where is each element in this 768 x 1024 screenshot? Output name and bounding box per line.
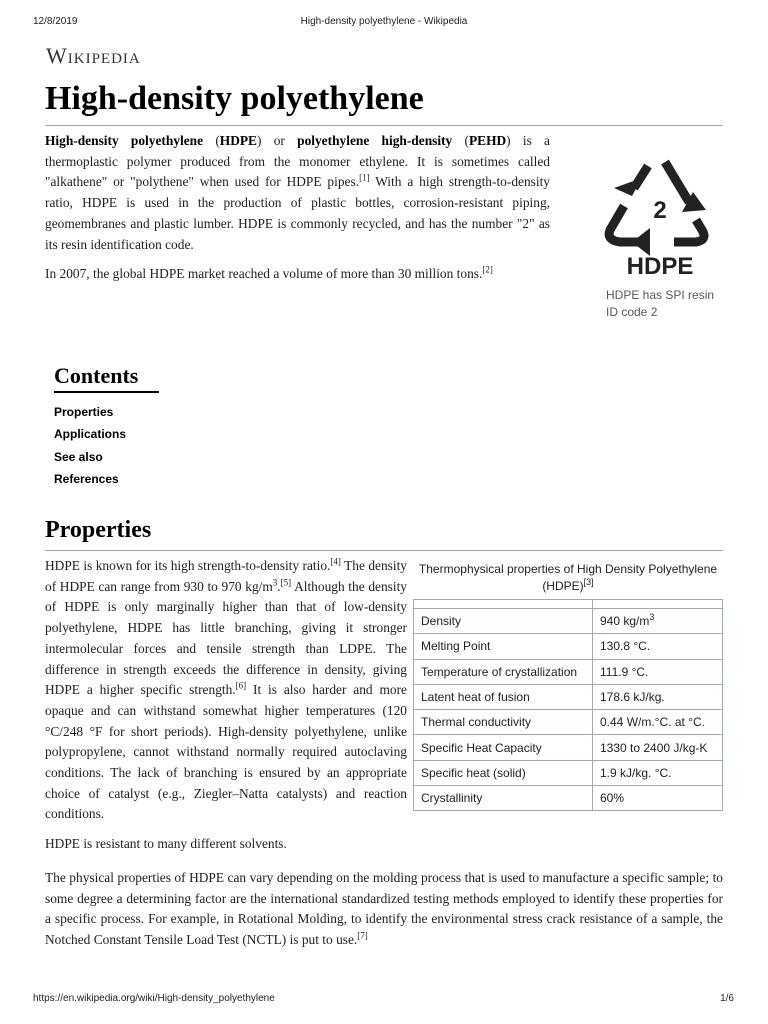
- toc-heading: Contents: [54, 363, 159, 393]
- table-row: Density 940 $kg/m^3$: [414, 609, 723, 634]
- toc-item-properties[interactable]: Properties: [54, 405, 114, 419]
- table-of-contents: [54, 363, 159, 491]
- title-divider: [45, 125, 723, 126]
- properties-paragraph-2: HDPE is resistant to many different solvents.: [45, 836, 287, 851]
- citation-5[interactable]: [5]: [280, 577, 292, 588]
- wikipedia-wordmark[interactable]: Wikipedia: [46, 43, 141, 68]
- resin-label: HDPE: [626, 253, 694, 280]
- infobox-caption: HDPE has SPI resin ID code 2: [606, 288, 715, 319]
- resin-code-image[interactable]: [598, 148, 718, 280]
- table-row: Specific Heat Capacity 1330 to 2400 J/kg-K: [414, 735, 723, 760]
- page-title: High-density polyethylene: [45, 80, 424, 117]
- recycling-triangle-icon: [598, 148, 718, 280]
- lead-paragraph: High-density polyethylene (HDPE) or polyethylene high-density (PEHD) is a thermoplastic polymer produced from the monomer ethylene. It is sometimes called "alkathene" or "polythene" when used for HDPE pipes.[1] With a high strength-to-density ratio, HDPE is used in the production of plastic bottles, corrosion-resistant piping, geomembranes and plastic lumber. HDPE is commonly recycled, and has the number "2" as its resin identification code.: [45, 133, 550, 252]
- citation-2[interactable]: [2]: [482, 264, 493, 275]
- toc-item-references[interactable]: References: [54, 472, 119, 487]
- properties-divider: [45, 550, 723, 551]
- citation-3[interactable]: [3]: [583, 577, 594, 587]
- table-row: Crystallinity 60%: [414, 786, 723, 811]
- table-row: Melting Point 130.8 °C.: [414, 634, 723, 659]
- table-row: Temperature of crystallization 111.9 °C.: [414, 659, 723, 684]
- table-row: Specific heat (solid) 1.9 kJ/kg. °C.: [414, 760, 723, 785]
- table-caption: Thermophysical properties of High Density Polyethylene (HDPE)[3]: [418, 562, 718, 593]
- table-row: [414, 600, 723, 609]
- toc-item-applications[interactable]: Applications: [54, 427, 127, 442]
- toc-item-see-also[interactable]: See also: [54, 449, 103, 464]
- properties-heading: Properties: [45, 517, 152, 543]
- lead-paragraph-2: In 2007, the global HDPE market reached a volume of more than 30 million tons.[2]: [45, 264, 493, 281]
- citation-1[interactable]: [1]: [359, 172, 370, 183]
- properties-paragraph-3: The physical properties of HDPE can vary depending on the molding process that is used to manufacture a specific sample; to some degree a determining factor are the international standardized testing methods employed to identify these properties for a specific process. For example, in Rotational Molding, to identify the environmental stress crack resistance of a sample, the Notched Constant Tensile Load Test (NCTL) is put to use.[7]: [45, 870, 723, 948]
- thermophysical-properties-table: [413, 599, 723, 811]
- resin-number: 2: [653, 197, 667, 224]
- properties-paragraph-1: HDPE is known for its high strength-to-density ratio.[4] The density of HDPE can range from 930 to 970 $kg/m^3.[5]$ Although the density of HDPE is only marginally higher than that of low-density polyethylene, HDPE has little branching, giving it stronger intermolecular forces and tensile strength than LDPE. The difference in strength exceeds the difference in density, giving HDPE a higher specific strength.[6] It is also harder and more opaque and can withstand somewhat higher temperatures (120 °C/248 °F for short periods). High-density polyethylene, unlike polypropylene, cannot withstand normally required autoclaving conditions. The lack of branching is ensured by an appropriate choice of catalyst (e.g., Ziegler–Natta catalysts) and reaction conditions.: [45, 556, 408, 822]
- citation-4[interactable]: [4]: [330, 556, 341, 567]
- print-date: 12/8/2019: [33, 16, 78, 27]
- table-row: Thermal conductivity 0.44 W/m.°C. at °C.: [414, 710, 723, 735]
- citation-6[interactable]: [6]: [235, 680, 247, 691]
- print-title: High-density polyethylene - Wikipedia: [300, 16, 468, 27]
- table-row: Latent heat of fusion 178.6 kJ/kg.: [414, 684, 723, 709]
- citation-7[interactable]: [7]: [357, 930, 368, 941]
- print-page-number: 1/6: [720, 993, 734, 1004]
- print-url: https://en.wikipedia.org/wiki/High-density_polyethylene: [33, 993, 275, 1004]
